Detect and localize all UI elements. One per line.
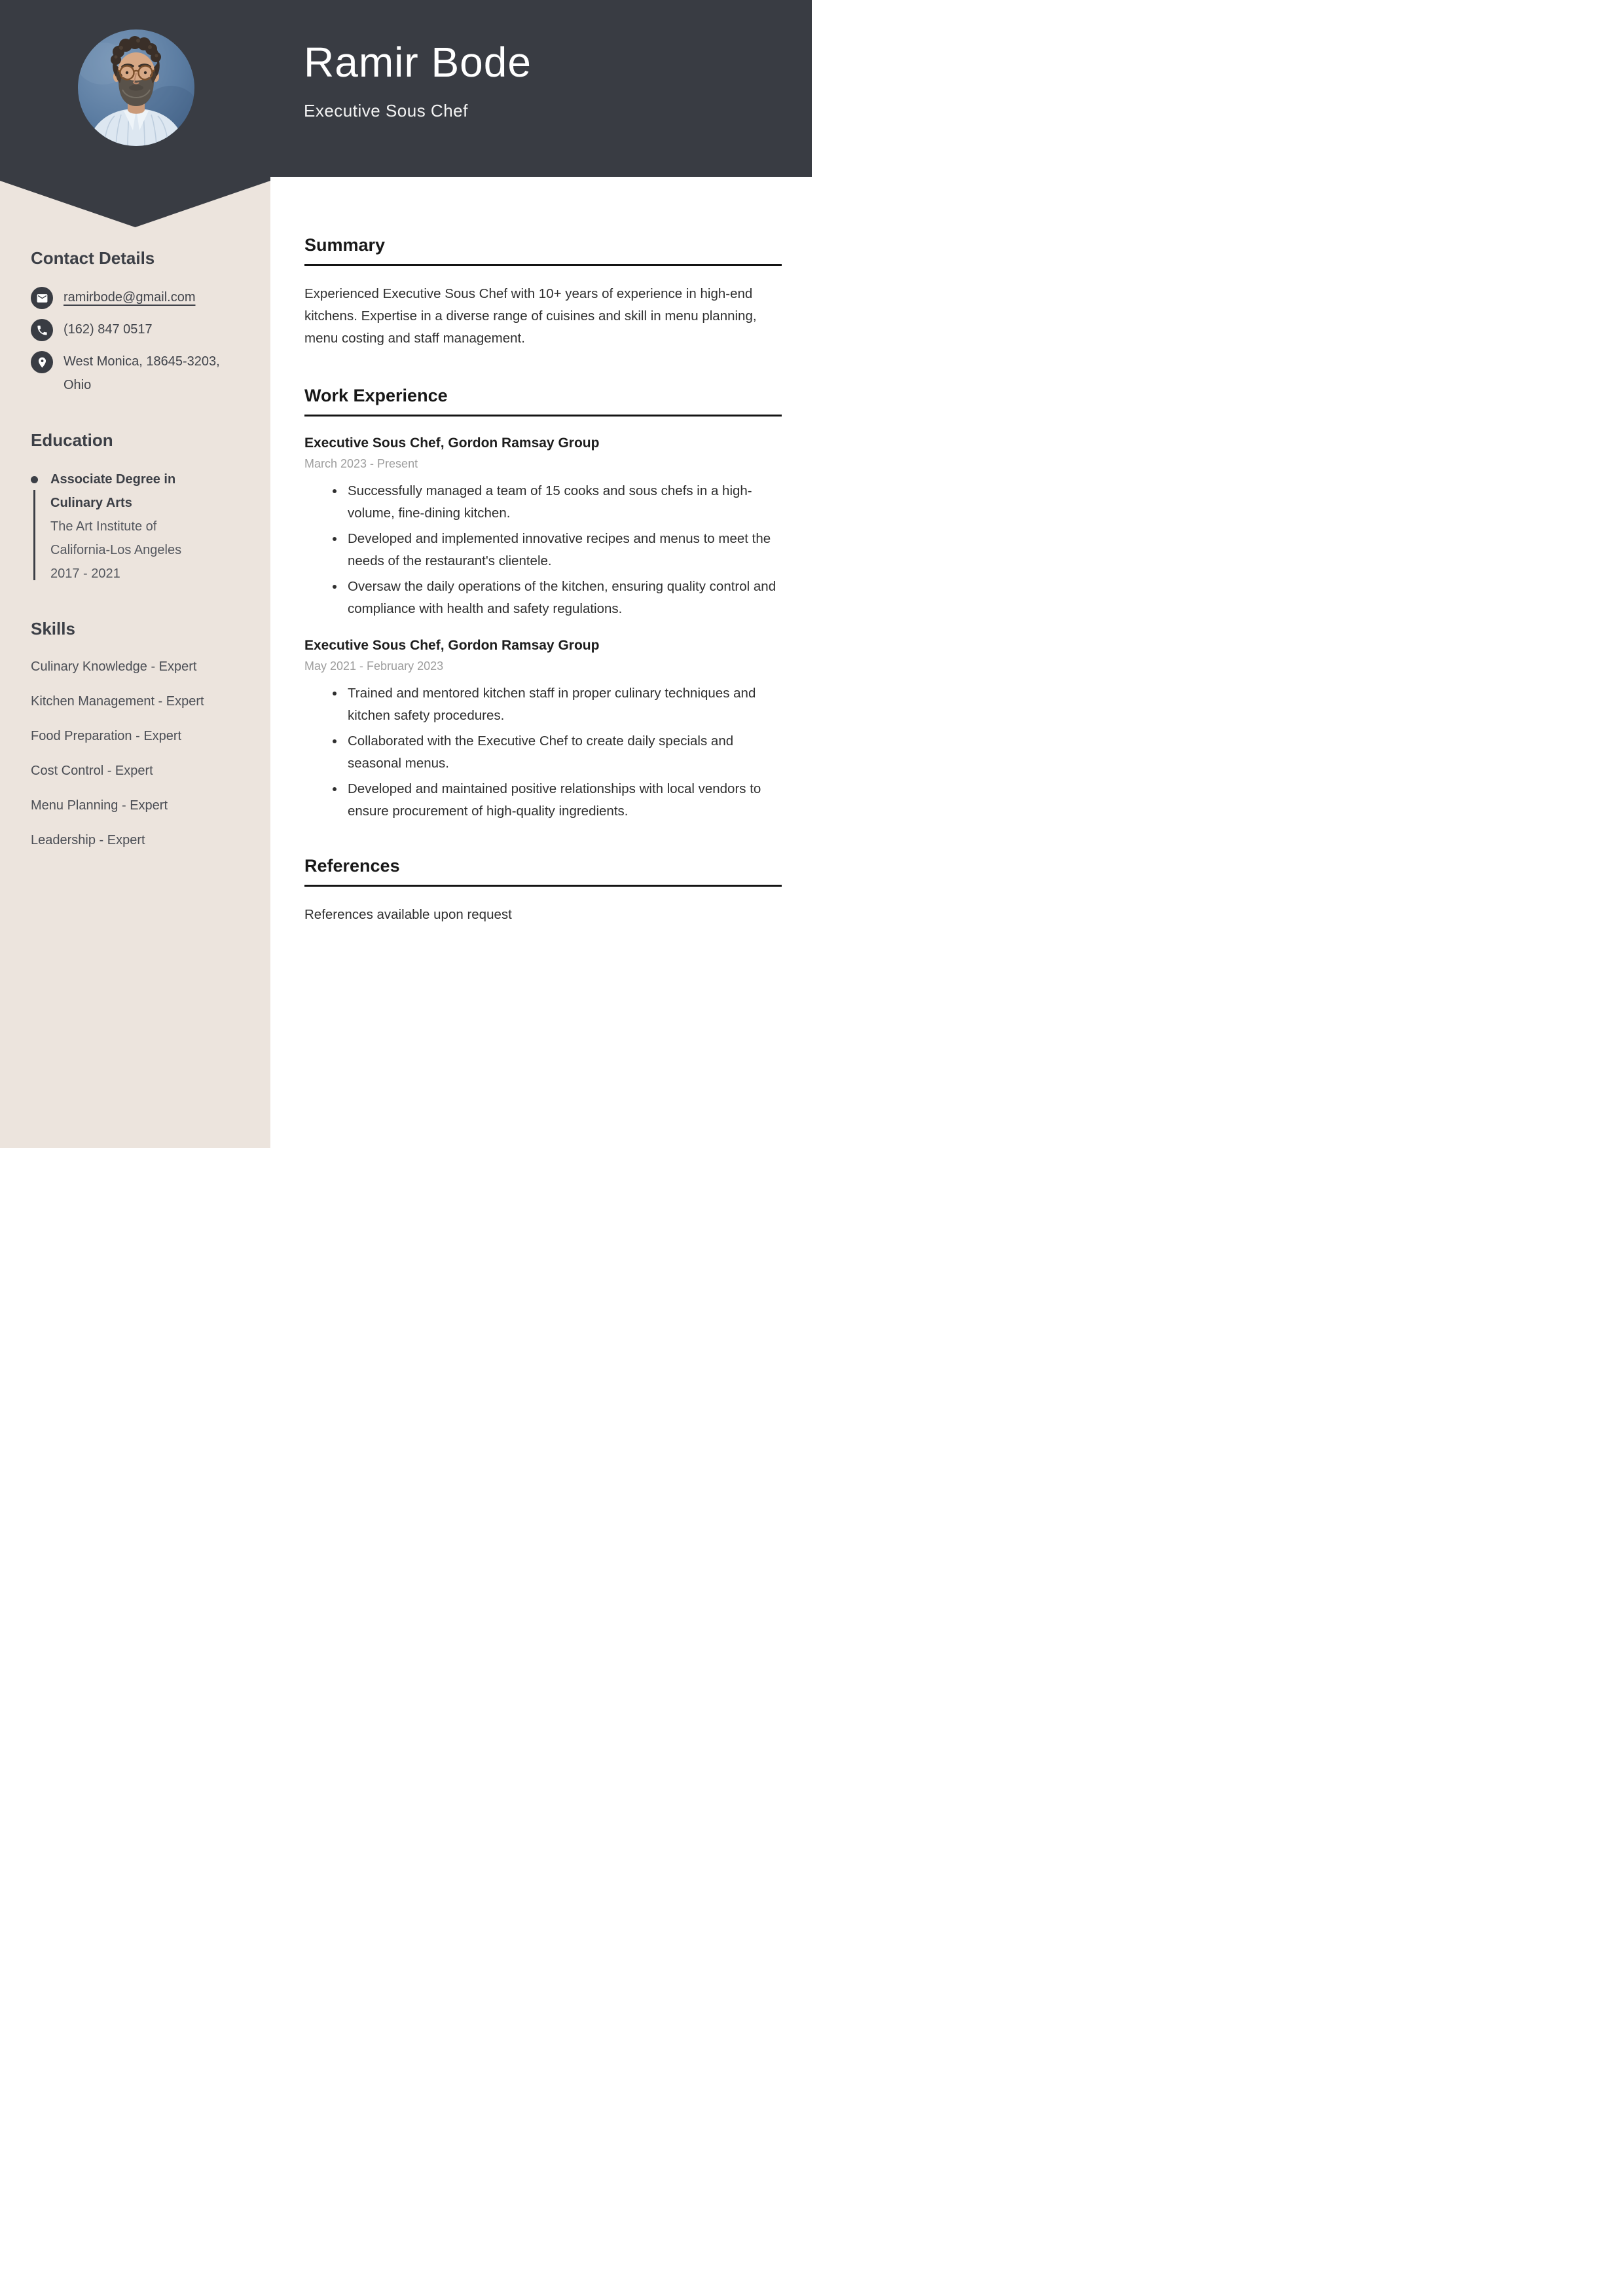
resume-page (0, 0, 812, 1148)
job-dates: March 2023 - Present (304, 457, 418, 470)
main-content (270, 0, 812, 1148)
email-link[interactable]: ramirbode@gmail.com (64, 290, 196, 305)
skill-item: Food Preparation - Expert (31, 729, 182, 743)
work-experience-heading: Work Experience (304, 385, 782, 417)
job-bullet: • Developed and maintained positive relationships with local vendors to ensure procurement of high-quality ingredients. (345, 778, 782, 823)
references-heading: References (304, 855, 782, 887)
summary-heading: Summary (304, 234, 782, 266)
contact-item-email (31, 286, 246, 309)
timeline-dot (31, 476, 38, 483)
job-bullet: • Collaborated with the Executive Chef to create daily specials and seasonal menus. (345, 730, 782, 775)
references-text: References available upon request (304, 907, 512, 922)
email-icon (31, 287, 53, 309)
job-bullet-list (304, 480, 782, 620)
contact-item-location (31, 350, 246, 397)
degree-line-2: Culinary Arts (50, 496, 132, 510)
location-line-1: West Monica, 18645-3203, (64, 354, 220, 369)
job-entry (304, 435, 782, 620)
school-line-2: California-Los Angeles (50, 543, 182, 557)
job-bullet: • Successfully managed a team of 15 cooks and sous chefs in a high-volume, fine-dining kitchen. (345, 480, 782, 525)
job-title: Executive Sous Chef, Gordon Ramsay Group (304, 435, 600, 451)
skill-item: Kitchen Management - Expert (31, 694, 204, 709)
work-experience-section (304, 385, 782, 823)
degree-line-1: Associate Degree in (50, 472, 176, 487)
job-bullet: • Oversaw the daily operations of the kitchen, ensuring quality control and compliance with health and safety regulations. (345, 576, 782, 620)
person-job-title: Executive Sous Chef (304, 101, 468, 120)
contact-details-heading: Contact Details (31, 248, 155, 268)
skill-item: Leadership - Expert (31, 833, 145, 847)
job-bullet: • Trained and mentored kitchen staff in proper culinary techniques and kitchen safety procedures. (345, 682, 782, 727)
references-section (304, 855, 782, 926)
job-title: Executive Sous Chef, Gordon Ramsay Group (304, 638, 600, 653)
contact-section (31, 248, 246, 397)
job-bullet-list (304, 682, 782, 823)
contact-item-phone (31, 318, 246, 341)
location-text (64, 350, 220, 397)
job-entry (304, 637, 782, 823)
job-dates: May 2021 - February 2023 (304, 659, 444, 673)
sidebar (0, 0, 270, 1148)
education-section (31, 430, 246, 585)
location-line-2: Ohio (64, 378, 92, 392)
skills-section (31, 618, 246, 851)
phone-icon (31, 319, 53, 341)
skill-item: Culinary Knowledge - Expert (31, 659, 197, 674)
skill-item: Cost Control - Expert (31, 764, 153, 778)
job-bullet: • Developed and implemented innovative recipes and menus to meet the needs of the restaurant's clientele. (345, 528, 782, 572)
education-entry (31, 468, 246, 585)
school-line-1: The Art Institute of (50, 519, 157, 534)
timeline-line (33, 490, 35, 580)
phone-number: (162) 847 0517 (64, 322, 153, 337)
summary-section (304, 234, 782, 350)
education-dates: 2017 - 2021 (50, 566, 120, 581)
location-icon (31, 351, 53, 373)
skills-heading: Skills (31, 619, 75, 639)
person-name: Ramir Bode (304, 39, 532, 86)
skill-item: Menu Planning - Expert (31, 798, 168, 813)
education-heading: Education (31, 430, 113, 450)
summary-text: Experienced Executive Sous Chef with 10+ years of experience in high-end kitchens. Expertise in a diverse range of cuisines and skill in menu planning, menu costing and staff management. (304, 286, 757, 346)
